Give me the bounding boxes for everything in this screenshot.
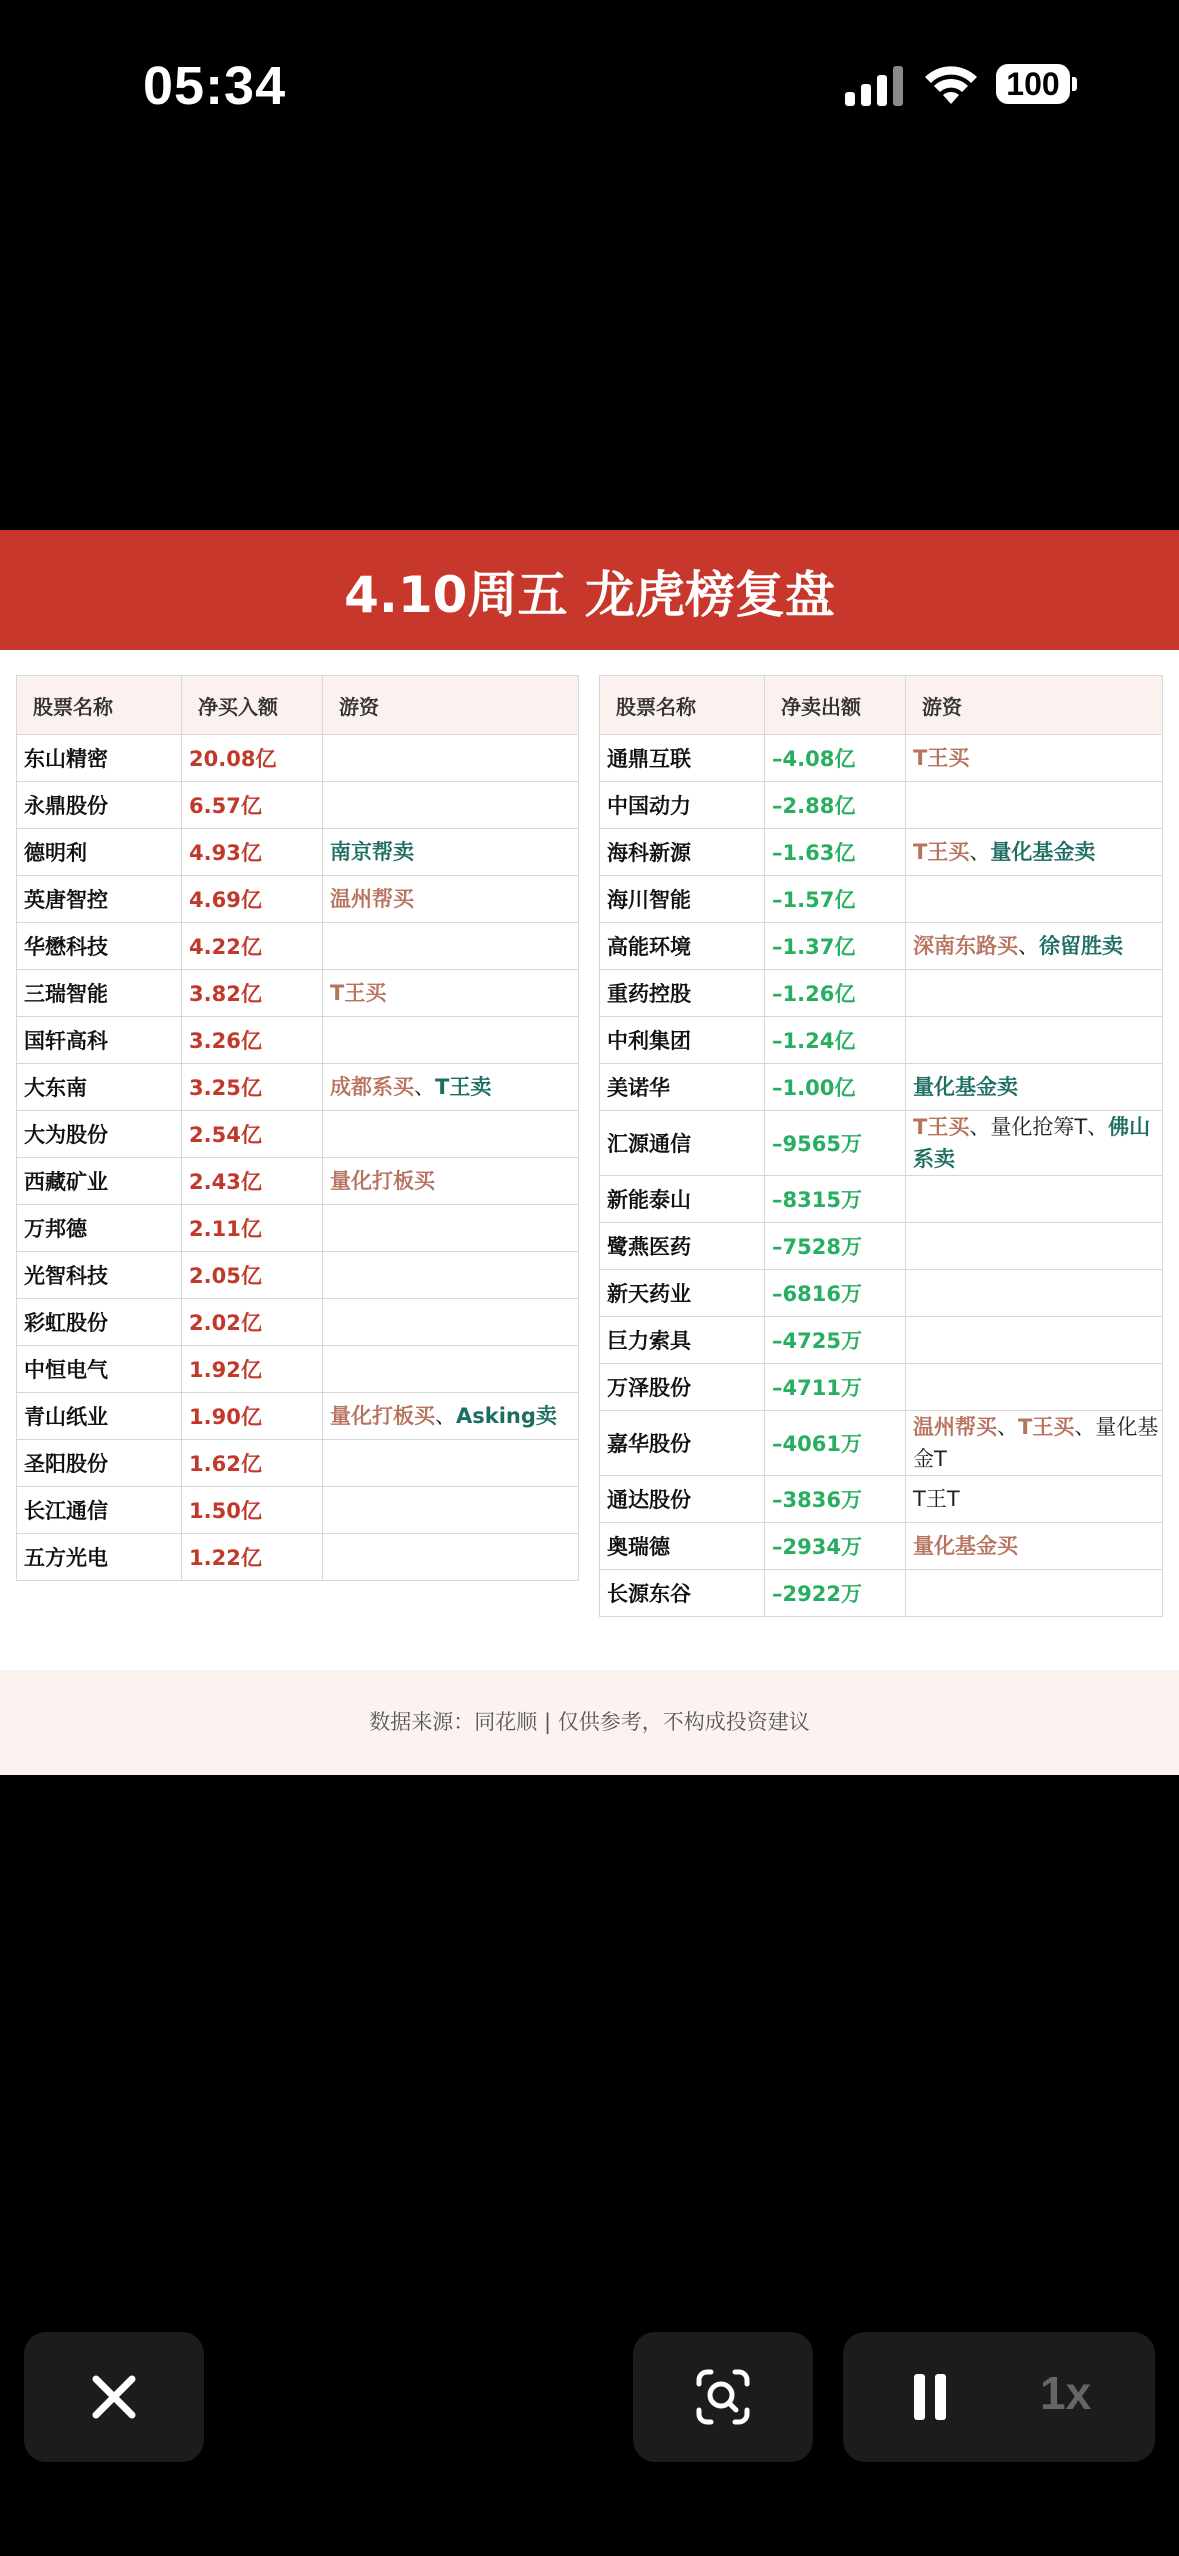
separator: 、 — [997, 1415, 1018, 1439]
stock-name: 长江通信 — [17, 1487, 182, 1534]
trader-cell — [906, 970, 1163, 1017]
table-row — [600, 1064, 1163, 1111]
net-amount: 4.93亿 — [182, 829, 323, 876]
trader-cell — [323, 1158, 579, 1205]
stock-name: 永鼎股份 — [17, 782, 182, 829]
table-row — [17, 782, 579, 829]
table-row — [600, 1364, 1163, 1411]
trader-cell — [906, 1476, 1163, 1523]
visual-lookup-button[interactable] — [633, 2332, 813, 2462]
net-amount: 1.92亿 — [182, 1346, 323, 1393]
trader-tag: 量化打板买 — [330, 1169, 435, 1193]
trader-cell — [906, 1570, 1163, 1617]
net-amount: 1.62亿 — [182, 1440, 323, 1487]
battery-level: 100 — [996, 64, 1070, 104]
separator: 、 — [1074, 1415, 1096, 1439]
playback-controls — [843, 2332, 1155, 2462]
stock-name: 巨力索具 — [600, 1317, 765, 1364]
stock-name: 东山精密 — [17, 735, 182, 782]
stock-name: 光智科技 — [17, 1252, 182, 1299]
net-amount: –3836万 — [765, 1476, 906, 1523]
stock-name: 中利集团 — [600, 1017, 765, 1064]
net-amount: –9565万 — [765, 1111, 906, 1176]
table-row — [600, 829, 1163, 876]
net-amount: –7528万 — [765, 1223, 906, 1270]
table-row — [600, 1176, 1163, 1223]
pause-icon[interactable] — [908, 2372, 954, 2422]
trader-cell — [323, 1299, 579, 1346]
trader-cell — [323, 876, 579, 923]
cellular-signal-icon — [845, 66, 907, 106]
status-bar — [0, 0, 1179, 170]
trader-tag: 徐留胜卖 — [1039, 934, 1123, 958]
table-row — [600, 1270, 1163, 1317]
separator: 、 — [969, 840, 991, 864]
trader-tag: 量化基金买 — [913, 1534, 1018, 1558]
table-row — [600, 1017, 1163, 1064]
table-row — [17, 1346, 579, 1393]
stock-name: 美诺华 — [600, 1064, 765, 1111]
table-row — [17, 735, 579, 782]
stock-name: 英唐智控 — [17, 876, 182, 923]
stock-name: 新天药业 — [600, 1270, 765, 1317]
table-row — [600, 735, 1163, 782]
net-amount: –1.26亿 — [765, 970, 906, 1017]
trader-cell — [906, 1270, 1163, 1317]
net-amount: 4.22亿 — [182, 923, 323, 970]
stock-name: 大东南 — [17, 1064, 182, 1111]
trader-tag: 量化基金卖 — [990, 840, 1096, 864]
net-amount: –4061万 — [765, 1411, 906, 1476]
table-row — [17, 1158, 579, 1205]
stock-name: 彩虹股份 — [17, 1299, 182, 1346]
net-amount: 1.50亿 — [182, 1487, 323, 1534]
stock-name: 圣阳股份 — [17, 1440, 182, 1487]
battery-icon — [996, 64, 1076, 108]
net-buy-table — [16, 675, 579, 1581]
net-amount: 2.02亿 — [182, 1299, 323, 1346]
net-amount: –1.00亿 — [765, 1064, 906, 1111]
stock-name: 青山纸业 — [17, 1393, 182, 1440]
stock-name: 国轩高科 — [17, 1017, 182, 1064]
net-amount: –1.63亿 — [765, 829, 906, 876]
column-header: 股票名称 — [600, 676, 765, 735]
stock-name: 万泽股份 — [600, 1364, 765, 1411]
net-amount: –4711万 — [765, 1364, 906, 1411]
table-row — [600, 970, 1163, 1017]
table-row — [17, 829, 579, 876]
separator: 、 — [969, 1115, 991, 1139]
net-amount: 6.57亿 — [182, 782, 323, 829]
status-time: 05:34 — [143, 56, 287, 116]
trader-tag: 佛山系卖 — [913, 1115, 1151, 1171]
trader-cell — [323, 970, 579, 1017]
trader-tag: Asking卖 — [456, 1404, 557, 1428]
trader-tag: T王买 — [913, 840, 970, 864]
trader-tag: 量化抢筹T — [990, 1115, 1088, 1139]
column-header: 股票名称 — [17, 676, 182, 735]
net-amount: 20.08亿 — [182, 735, 323, 782]
table-row — [600, 1223, 1163, 1270]
net-amount: –1.37亿 — [765, 923, 906, 970]
wifi-icon — [922, 62, 980, 108]
trader-cell — [906, 735, 1163, 782]
trader-cell — [323, 1252, 579, 1299]
net-amount: –2922万 — [765, 1570, 906, 1617]
trader-tag: T王T — [913, 1487, 960, 1511]
trader-cell — [323, 735, 579, 782]
column-header: 净卖出额 — [765, 676, 906, 735]
trader-tag: 量化基金T — [913, 1415, 1159, 1471]
trader-cell — [323, 923, 579, 970]
trader-cell — [323, 1487, 579, 1534]
trader-cell — [906, 1064, 1163, 1111]
table-row — [17, 1534, 579, 1581]
trader-cell — [906, 1364, 1163, 1411]
separator: 、 — [435, 1404, 456, 1428]
trader-cell — [323, 1111, 579, 1158]
table-header-row — [17, 676, 579, 735]
stock-name: 中恒电气 — [17, 1346, 182, 1393]
net-amount: 3.26亿 — [182, 1017, 323, 1064]
trader-cell — [323, 1534, 579, 1581]
trader-cell — [906, 1523, 1163, 1570]
trader-cell — [323, 1205, 579, 1252]
trader-cell — [906, 1017, 1163, 1064]
trader-tag: 成都系买 — [330, 1075, 414, 1099]
stock-name: 中国动力 — [600, 782, 765, 829]
stock-name: 西藏矿业 — [17, 1158, 182, 1205]
table-row — [17, 1487, 579, 1534]
playback-speed-button[interactable]: 1x — [1040, 2367, 1092, 2419]
net-amount: 2.43亿 — [182, 1158, 323, 1205]
trader-cell — [323, 1017, 579, 1064]
net-amount: 1.22亿 — [182, 1534, 323, 1581]
table-row — [17, 923, 579, 970]
net-sell-table — [599, 675, 1163, 1617]
stock-name: 华懋科技 — [17, 923, 182, 970]
trader-cell — [323, 829, 579, 876]
stock-name: 德明利 — [17, 829, 182, 876]
stock-name: 五方光电 — [17, 1534, 182, 1581]
trader-cell — [906, 876, 1163, 923]
data-source-footer: 数据来源：同花顺 | 仅供参考，不构成投资建议 — [0, 1670, 1179, 1775]
separator: 、 — [414, 1075, 435, 1099]
net-amount: –1.24亿 — [765, 1017, 906, 1064]
table-row — [17, 1205, 579, 1252]
trader-cell — [906, 829, 1163, 876]
trader-tag: T王买 — [913, 1115, 970, 1139]
close-icon — [24, 2332, 204, 2462]
net-amount: 2.54亿 — [182, 1111, 323, 1158]
table-row — [17, 876, 579, 923]
table-row — [17, 970, 579, 1017]
trader-tag: 南京帮卖 — [330, 840, 414, 864]
table-row — [17, 1393, 579, 1440]
net-amount: 2.11亿 — [182, 1205, 323, 1252]
close-button[interactable] — [24, 2332, 204, 2462]
net-amount: 2.05亿 — [182, 1252, 323, 1299]
trader-cell — [906, 1317, 1163, 1364]
net-amount: –2934万 — [765, 1523, 906, 1570]
trader-tag: T王卖 — [435, 1075, 492, 1099]
trader-cell — [323, 1440, 579, 1487]
table-row — [17, 1440, 579, 1487]
stock-name: 大为股份 — [17, 1111, 182, 1158]
table-row — [17, 1111, 579, 1158]
column-header: 游资 — [323, 676, 579, 735]
net-amount: 3.82亿 — [182, 970, 323, 1017]
stock-name: 新能泰山 — [600, 1176, 765, 1223]
trader-cell — [323, 1346, 579, 1393]
trader-cell — [323, 1064, 579, 1111]
stock-name: 嘉华股份 — [600, 1411, 765, 1476]
stock-name: 万邦德 — [17, 1205, 182, 1252]
net-amount: –6816万 — [765, 1270, 906, 1317]
trader-tag: T王买 — [1018, 1415, 1075, 1439]
separator: 、 — [1018, 934, 1039, 958]
stock-name: 长源东谷 — [600, 1570, 765, 1617]
net-amount: 3.25亿 — [182, 1064, 323, 1111]
scan-search-icon — [633, 2332, 813, 2462]
trader-cell — [906, 1176, 1163, 1223]
trader-cell — [323, 782, 579, 829]
stock-name: 汇源通信 — [600, 1111, 765, 1176]
column-header: 游资 — [906, 676, 1163, 735]
trader-cell — [906, 1223, 1163, 1270]
stock-name: 奥瑞德 — [600, 1523, 765, 1570]
net-amount: –4725万 — [765, 1317, 906, 1364]
table-row — [600, 1476, 1163, 1523]
table-row — [17, 1299, 579, 1346]
trader-cell — [906, 1411, 1163, 1476]
table-row — [600, 1411, 1163, 1476]
table-row — [17, 1064, 579, 1111]
stock-name: 重药控股 — [600, 970, 765, 1017]
image-card — [0, 530, 1179, 1775]
table-row — [600, 923, 1163, 970]
separator: 、 — [1087, 1115, 1109, 1139]
trader-tag: 量化打板买 — [330, 1404, 435, 1428]
stock-name: 通达股份 — [600, 1476, 765, 1523]
stock-name: 海川智能 — [600, 876, 765, 923]
table-header-row — [600, 676, 1163, 735]
table-row — [600, 1523, 1163, 1570]
table-row — [600, 1111, 1163, 1176]
trader-tag: 温州帮买 — [330, 887, 414, 911]
net-amount: 1.90亿 — [182, 1393, 323, 1440]
stock-name: 三瑞智能 — [17, 970, 182, 1017]
trader-tag: 深南东路买 — [913, 934, 1018, 958]
trader-tag: 温州帮买 — [913, 1415, 997, 1439]
table-row — [17, 1252, 579, 1299]
trader-cell — [906, 923, 1163, 970]
trader-cell — [323, 1393, 579, 1440]
stock-name: 通鼎互联 — [600, 735, 765, 782]
net-amount: –2.88亿 — [765, 782, 906, 829]
net-amount: –8315万 — [765, 1176, 906, 1223]
column-header: 净买入额 — [182, 676, 323, 735]
banner-title: 4.10周五 龙虎榜复盘 — [0, 530, 1179, 650]
table-row — [600, 1317, 1163, 1364]
net-amount: 4.69亿 — [182, 876, 323, 923]
table-row — [600, 876, 1163, 923]
stock-name: 高能环境 — [600, 923, 765, 970]
table-row — [17, 1017, 579, 1064]
table-row — [600, 782, 1163, 829]
trader-cell — [906, 1111, 1163, 1176]
trader-tag: T王买 — [913, 746, 970, 770]
net-amount: –4.08亿 — [765, 735, 906, 782]
trader-tag: T王买 — [330, 981, 387, 1005]
trader-tag: 量化基金卖 — [913, 1075, 1018, 1099]
stock-name: 海科新源 — [600, 829, 765, 876]
table-row — [600, 1570, 1163, 1617]
trader-cell — [906, 782, 1163, 829]
net-amount: –1.57亿 — [765, 876, 906, 923]
stock-name: 鹭燕医药 — [600, 1223, 765, 1270]
